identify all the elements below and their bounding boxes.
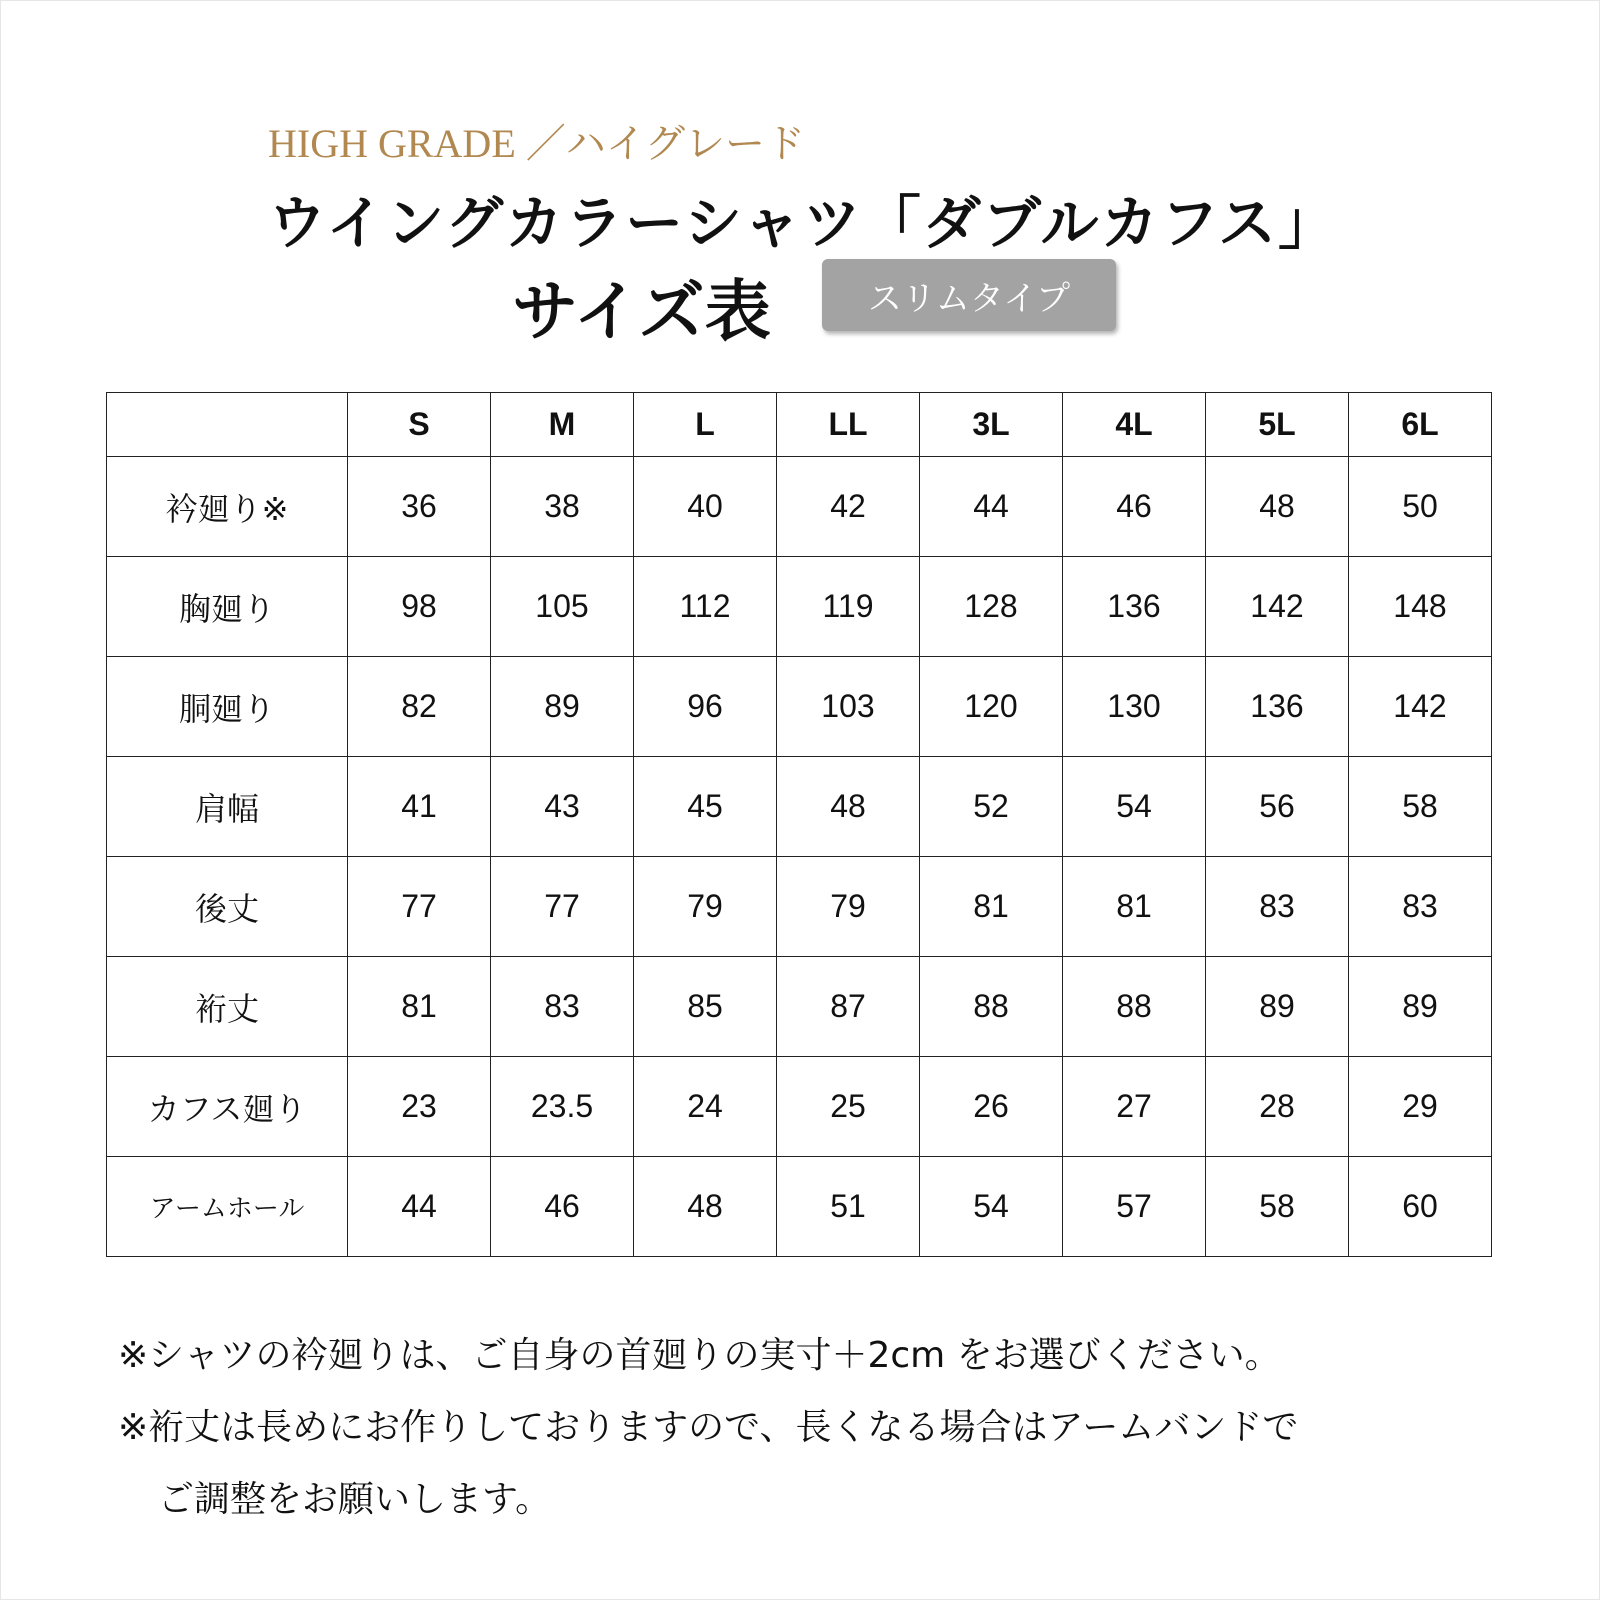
size-header-s: S <box>348 393 491 457</box>
measurement-cell: 83 <box>491 957 634 1057</box>
size-header-5l: 5L <box>1206 393 1349 457</box>
measurement-cell: 45 <box>634 757 777 857</box>
measurement-cell: 77 <box>491 857 634 957</box>
slim-type-badge: スリムタイプ <box>822 259 1116 331</box>
measurement-cell: 83 <box>1206 857 1349 957</box>
measurement-cell: 50 <box>1349 457 1492 557</box>
measurement-cell: 24 <box>634 1057 777 1157</box>
measurement-cell: 27 <box>1063 1057 1206 1157</box>
measurement-cell: 83 <box>1349 857 1492 957</box>
table-row <box>107 657 1492 757</box>
measurement-cell: 23.5 <box>491 1057 634 1157</box>
measurement-cell: 148 <box>1349 557 1492 657</box>
row-label: 胸廻り <box>107 557 348 657</box>
measurement-cell: 136 <box>1063 557 1206 657</box>
row-label: 肩幅 <box>107 757 348 857</box>
row-label: アームホール <box>107 1157 348 1257</box>
measurement-cell: 44 <box>348 1157 491 1257</box>
note-collar: ※シャツの衿廻りは、ご自身の首廻りの実寸＋2cm をお選びください。 <box>118 1335 1281 1376</box>
note-sleeve-cont: ご調整をお願いします。 <box>158 1479 552 1520</box>
table-row <box>107 1057 1492 1157</box>
measurement-cell: 112 <box>634 557 777 657</box>
measurement-cell: 38 <box>491 457 634 557</box>
size-table <box>106 392 1492 1257</box>
measurement-cell: 25 <box>777 1057 920 1157</box>
row-label: 後丈 <box>107 857 348 957</box>
measurement-cell: 103 <box>777 657 920 757</box>
size-header-ll: LL <box>777 393 920 457</box>
measurement-cell: 29 <box>1349 1057 1492 1157</box>
measurement-cell: 43 <box>491 757 634 857</box>
measurement-cell: 26 <box>920 1057 1063 1157</box>
size-header-row <box>107 393 1492 457</box>
row-label: カフス廻り <box>107 1057 348 1157</box>
table-row <box>107 1157 1492 1257</box>
measurement-cell: 58 <box>1206 1157 1349 1257</box>
measurement-cell: 89 <box>491 657 634 757</box>
measurement-cell: 82 <box>348 657 491 757</box>
measurement-cell: 48 <box>1206 457 1349 557</box>
measurement-cell: 136 <box>1206 657 1349 757</box>
measurement-cell: 81 <box>1063 857 1206 957</box>
measurement-cell: 130 <box>1063 657 1206 757</box>
measurement-cell: 88 <box>920 957 1063 1057</box>
table-row <box>107 757 1492 857</box>
size-chart-heading: サイズ表 <box>512 273 771 350</box>
row-label: 衿廻り※ <box>107 457 348 557</box>
measurement-cell: 48 <box>777 757 920 857</box>
measurement-cell: 98 <box>348 557 491 657</box>
measurement-cell: 46 <box>491 1157 634 1257</box>
measurement-cell: 46 <box>1063 457 1206 557</box>
measurement-cell: 52 <box>920 757 1063 857</box>
measurement-cell: 40 <box>634 457 777 557</box>
row-label: 胴廻り <box>107 657 348 757</box>
measurement-cell: 142 <box>1206 557 1349 657</box>
measurement-cell: 81 <box>920 857 1063 957</box>
measurement-cell: 51 <box>777 1157 920 1257</box>
measurement-cell: 87 <box>777 957 920 1057</box>
measurement-cell: 105 <box>491 557 634 657</box>
measurement-cell: 41 <box>348 757 491 857</box>
note-sleeve: ※裄丈は長めにお作りしておりますので、長くなる場合はアームバンドで <box>118 1407 1299 1448</box>
grade-subtitle: HIGH GRADE ／ハイグレード <box>268 121 805 166</box>
measurement-cell: 120 <box>920 657 1063 757</box>
measurement-cell: 48 <box>634 1157 777 1257</box>
measurement-cell: 44 <box>920 457 1063 557</box>
measurement-cell: 54 <box>920 1157 1063 1257</box>
notes <box>118 1320 1298 1536</box>
measurement-cell: 58 <box>1349 757 1492 857</box>
measurement-cell: 60 <box>1349 1157 1492 1257</box>
size-header-3l: 3L <box>920 393 1063 457</box>
measurement-cell: 128 <box>920 557 1063 657</box>
size-header-l: L <box>634 393 777 457</box>
product-title: ウイングカラーシャツ「ダブルカフス」 <box>268 189 1339 257</box>
measurement-cell: 77 <box>348 857 491 957</box>
measurement-cell: 57 <box>1063 1157 1206 1257</box>
size-header-m: M <box>491 393 634 457</box>
table-row <box>107 857 1492 957</box>
measurement-cell: 79 <box>634 857 777 957</box>
size-header-4l: 4L <box>1063 393 1206 457</box>
measurement-cell: 119 <box>777 557 920 657</box>
table-row <box>107 957 1492 1057</box>
measurement-cell: 89 <box>1349 957 1492 1057</box>
measurement-cell: 142 <box>1349 657 1492 757</box>
measurement-cell: 79 <box>777 857 920 957</box>
measurement-cell: 28 <box>1206 1057 1349 1157</box>
measurement-cell: 88 <box>1063 957 1206 1057</box>
measurement-cell: 96 <box>634 657 777 757</box>
measurement-cell: 54 <box>1063 757 1206 857</box>
measurement-cell: 85 <box>634 957 777 1057</box>
measurement-cell: 23 <box>348 1057 491 1157</box>
corner-cell <box>107 393 348 457</box>
table-row <box>107 557 1492 657</box>
table-row <box>107 457 1492 557</box>
row-label: 裄丈 <box>107 957 348 1057</box>
measurement-cell: 56 <box>1206 757 1349 857</box>
measurement-cell: 89 <box>1206 957 1349 1057</box>
measurement-cell: 81 <box>348 957 491 1057</box>
measurement-cell: 36 <box>348 457 491 557</box>
size-header-6l: 6L <box>1349 393 1492 457</box>
measurement-cell: 42 <box>777 457 920 557</box>
